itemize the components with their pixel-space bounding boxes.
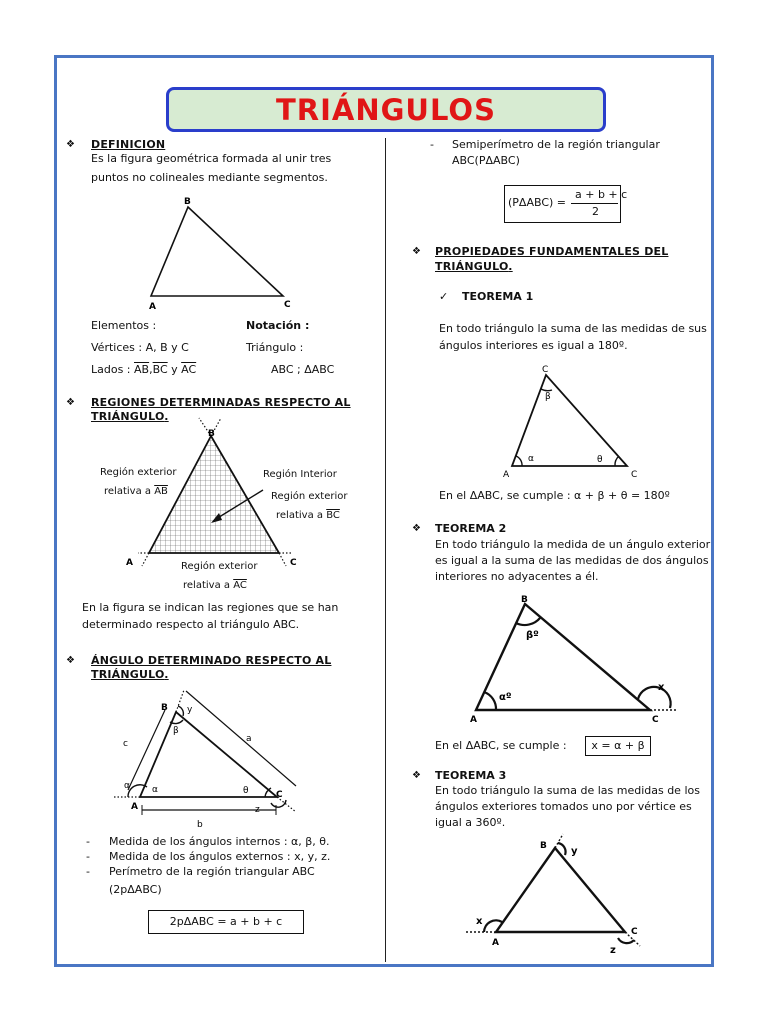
- angles-item-perimeter: Perímetro de la región triangular ABC: [109, 865, 315, 878]
- ext-ac-label-line1: Región exterior: [181, 561, 258, 572]
- interior-label: Región Interior: [263, 469, 337, 480]
- definition-vertex-b: B: [184, 197, 191, 207]
- theorem3-text-line3: igual a 360º.: [435, 816, 506, 829]
- theorem1-vertex-top: C: [542, 365, 549, 375]
- bullet-icon: ❖: [412, 770, 421, 781]
- angles-heading-line2: TRIÁNGULO.: [91, 668, 169, 681]
- theorem2-text-line2: es igual a la suma de las medidas de dos ángulos: [435, 554, 709, 567]
- angles-alpha-label: α: [152, 785, 158, 795]
- bullet-icon: ❖: [412, 523, 421, 534]
- angles-vertex-b: B: [161, 703, 168, 713]
- ext-ac-label-line2: relativa a $\overline{AC}$: [183, 580, 247, 591]
- theorem2-alpha-label: αº: [499, 692, 512, 703]
- angles-theta-label: θ: [243, 786, 249, 796]
- theorem1-beta-label: β: [545, 392, 551, 402]
- theorem1-text-line2: ángulos interiores es igual a 180º.: [439, 339, 628, 352]
- sides-prefix: Lados :: [91, 363, 131, 376]
- perimeter-formula: 2pΔABC = a + b + c: [169, 915, 283, 928]
- regions-note-line1: En la figura se indican las regiones que se han: [82, 601, 339, 614]
- semi-dash: -: [430, 138, 434, 151]
- regions-heading-line2: TRIÁNGULO.: [91, 410, 169, 423]
- regions-vertex-c: C: [290, 558, 297, 568]
- theorem2-vertex-b: B: [521, 595, 528, 605]
- angles-item-internal: Medida de los ángulos internos : α, β, θ.: [109, 835, 330, 848]
- angles-vertex-c: C: [276, 790, 283, 800]
- angles-beta-label: β: [173, 726, 179, 736]
- theorem2-x-label: x: [658, 682, 665, 693]
- side-bc: $\overline{BC}$: [152, 363, 168, 376]
- angles-side-b: b: [197, 820, 203, 830]
- angles-item-external: Medida de los ángulos externos : x, y, z.: [109, 850, 331, 863]
- regions-vertex-b: B: [208, 429, 215, 439]
- definition-text-line1: Es la figura geométrica formada al unir tres: [91, 152, 332, 165]
- semi-formula-numerator: a + b + c: [575, 188, 628, 201]
- theorem1-heading: TEOREMA 1: [462, 290, 534, 303]
- properties-heading-line2: TRIÁNGULO.: [435, 260, 513, 273]
- angles-z-label: z: [255, 805, 260, 815]
- ext-bc-label-line2: relativa a $\overline{BC}$: [276, 510, 340, 521]
- theorem3-vertex-b: B: [540, 841, 547, 851]
- theorem1-text-line1: En todo triángulo la suma de las medidas de sus: [439, 322, 707, 335]
- elements-label: Elementos :: [91, 319, 157, 332]
- definition-text-line2: puntos no colineales mediante segmentos.: [91, 171, 328, 184]
- semi-text-line1: Semiperímetro de la región triangular: [452, 138, 660, 151]
- sides-y: y: [171, 363, 178, 376]
- bullet-icon: ❖: [412, 246, 421, 257]
- theorem3-heading: TEOREMA 3: [435, 769, 507, 782]
- bullet-icon: ❖: [66, 139, 75, 150]
- theorem1-alpha-label: α: [528, 454, 534, 464]
- angles-item-dash: -: [86, 850, 90, 863]
- angles-item-dash: -: [86, 835, 90, 848]
- theorem2-result: En el ΔABC, se cumple :: [435, 739, 567, 752]
- angles-x-label: α: [124, 781, 130, 791]
- angles-item-dash: -: [86, 865, 90, 878]
- theorem2-formula: x = α + β: [591, 739, 645, 752]
- ext-ab-label-line2: relativa a $\overline{AB}$: [104, 486, 168, 497]
- theorem3-x-label: x: [476, 916, 483, 927]
- triangle-label: Triángulo :: [246, 341, 304, 354]
- vertices-text: Vértices : A, B y C: [91, 341, 189, 354]
- side-ab: $\overline{AB}$: [134, 363, 150, 376]
- theorem3-vertex-c: C: [631, 927, 638, 937]
- semi-text-line2: ABC(PΔABC): [452, 154, 520, 167]
- angles-item-perimeter-notation: (2pΔABC): [109, 883, 162, 896]
- ext-ab-label-line1: Región exterior: [100, 467, 177, 478]
- regions-vertex-a: A: [126, 558, 133, 568]
- bullet-icon: ❖: [66, 655, 75, 666]
- theorem2-heading: TEOREMA 2: [435, 522, 507, 535]
- theorem3-text-line1: En todo triángulo la suma de las medidas de los: [435, 784, 700, 797]
- regions-note-line2: determinado respecto al triángulo ABC.: [82, 618, 300, 631]
- theorem1-theta-label: θ: [597, 455, 603, 465]
- regions-heading-line1: REGIONES DETERMINADAS RESPECTO AL: [91, 396, 351, 409]
- angles-heading-line1: ÁNGULO DETERMINADO RESPECTO AL: [91, 654, 332, 667]
- theorem1-result: En el ΔABC, se cumple : α + β + θ = 180º: [439, 489, 670, 502]
- notation-value: ABC ; ΔABC: [271, 363, 335, 376]
- definition-vertex-c: C: [284, 300, 291, 310]
- sides-text: Lados : $\overline{AB},\overline{BC}$ y $\overline{AC}$: [91, 363, 197, 376]
- angles-side-a: a: [246, 734, 252, 744]
- definition-vertex-a: A: [149, 302, 156, 312]
- theorem2-text-line1: En todo triángulo la medida de un ángulo exterior: [435, 538, 711, 551]
- check-icon: ✓: [439, 290, 449, 303]
- ext-bc-label-line1: Región exterior: [271, 491, 348, 502]
- theorem3-z-label: z: [610, 945, 616, 956]
- angles-y-label: y: [187, 705, 193, 715]
- theorem2-vertex-c: C: [652, 715, 659, 725]
- theorem3-triangle: [496, 848, 625, 932]
- theorem1-vertex-a: A: [503, 470, 510, 480]
- angles-vertex-a: A: [131, 802, 138, 812]
- semi-formula-lhs: (PΔABC) =: [508, 196, 567, 209]
- theorem2-beta-label: βº: [526, 630, 539, 641]
- theorem2-vertex-a: A: [470, 715, 477, 725]
- theorem3-y-label: y: [571, 846, 578, 857]
- notation-label: Notación :: [246, 319, 310, 332]
- theorem2-text-line3: interiores no adyacentes a él.: [435, 570, 599, 583]
- theorem1-vertex-c: C: [631, 470, 638, 480]
- properties-heading-line1: PROPIEDADES FUNDAMENTALES DEL: [435, 245, 669, 258]
- side-ac: $\overline{AC}$: [181, 363, 197, 376]
- semi-formula-denominator: 2: [592, 205, 599, 218]
- definition-heading: DEFINICION: [91, 138, 166, 151]
- theorem3-vertex-a: A: [492, 938, 499, 948]
- angles-side-c: c: [123, 739, 128, 749]
- page-title: TRIÁNGULOS: [276, 93, 496, 127]
- bullet-icon: ❖: [66, 397, 75, 408]
- theorem3-text-line2: ángulos exteriores tomados uno por vértice es: [435, 800, 692, 813]
